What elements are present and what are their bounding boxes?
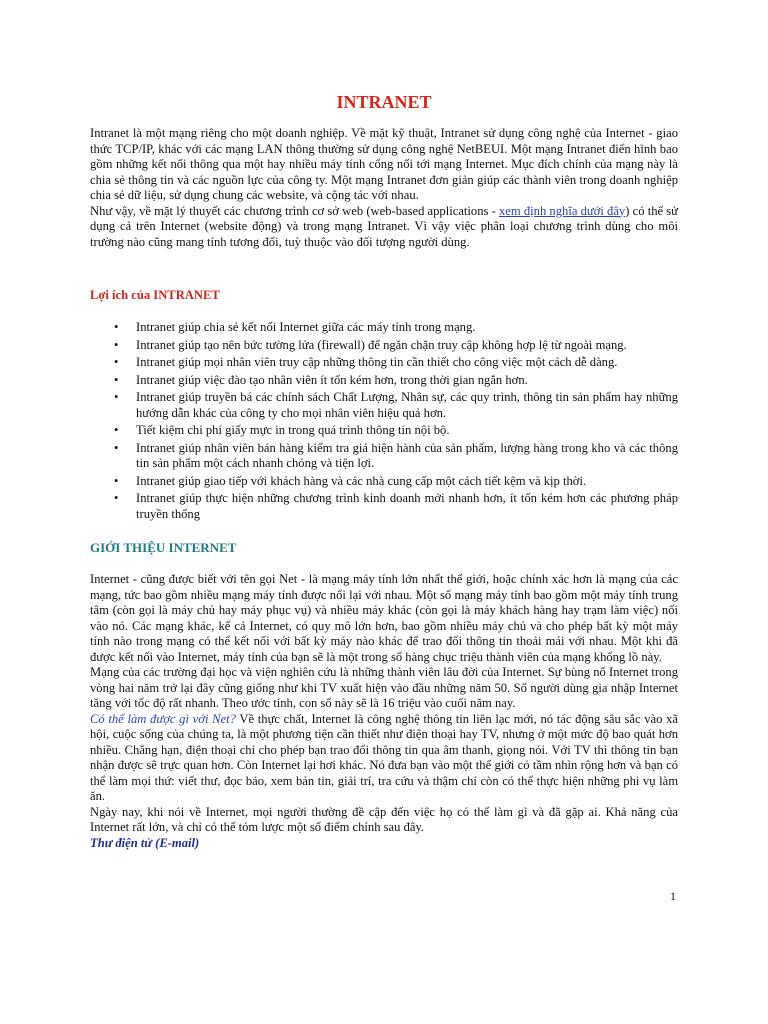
list-item: • Intranet giúp mọi nhân viên truy cập những thông tin cần thiết cho công việc một cách dễ dàng. — [90, 355, 678, 371]
list-item: • Intranet giúp truyền bá các chính sách Chất Lượng, Nhân sự, các quy trình, thông tin sản phẩm hay những hướng dẫn khác của công ty cho mọi nhân viên hiệu quả hơn. — [90, 390, 678, 421]
intro-text-pre: Như vậy, về mặt lý thuyết các chương trình cơ sở web (web-based applications - — [90, 203, 499, 218]
list-item: • Intranet giúp nhân viên bán hàng kiểm tra giá hiện hành của sản phẩm, lượng hàng trong kho và các thông tin sản phẩm một cách nhanh chóng và tiện lợi. — [90, 441, 678, 472]
benefits-heading: Lợi ích của INTRANET — [90, 288, 220, 302]
list-item: • Tiết kiệm chi phí giấy mực in trong quá trình thông tin nội bộ. — [90, 423, 678, 439]
answer-text: Về thực chất, Internet là công nghệ thông tin liên lạc mới, nó tác động sâu sắc vào xã hội, cuộc sống của chúng ta, là một phương tiện cần thiết như điện thoại hay TV, nhưng ở một mức độ bao quát hơn nhiều. Chẳng hạn, điện thoại chỉ cho phép bạn trao đổi thông tin qua âm thanh, giọng nói. Với TV thì thông tin bạn nhận được sẽ trực quan hơn. Còn Internet lại hơi khác. Nó đưa bạn vào một thế giới có tầm nhìn rộng hơn và bạn có thể làm mọi thứ: viết thư, đọc báo, xem bản tin, giải trí, tra cứu và thậm chí còn có thể thực hiện những phi vụ làm ăn. — [90, 711, 678, 803]
intro-section — [90, 126, 678, 250]
list-item: • Intranet giúp việc đào tạo nhân viên ít tốn kém hơn, trong thời gian ngắn hơn. — [90, 373, 678, 389]
list-item: • Intranet giúp tạo nên bức tường lửa (firewall) để ngăn chặn truy cập không hợp lệ từ ngoài mạng. — [90, 338, 678, 354]
internet-heading: GIỚI THIỆU INTERNET — [90, 540, 237, 555]
internet-paragraph-3 — [90, 712, 678, 805]
definition-link[interactable]: xem định nghĩa dưới đây — [498, 203, 626, 218]
list-item: • Intranet giúp giao tiếp với khách hàng và các nhà cung cấp một cách tiết kệm và kịp thời. — [90, 474, 678, 490]
internet-paragraph-4: Ngày nay, khi nói về Internet, mọi người thường đề cập đến việc họ có thể làm gì và đã gặp ai. Khả năng của Internet rất lớn, và chỉ có thể tóm lược một số điểm chính sau đây. — [90, 804, 678, 834]
internet-paragraph-1: Internet - cũng được biết với tên gọi Net - là mạng máy tính lớn nhất thế giới, hoặc chính xác hơn là mạng của các mạng, tức bao gồm nhiều mạng máy tính được nối lại với nhau. Một số mạng máy tính bao gồm một máy tính trung tâm (còn gọi là máy chủ hay máy phục vụ) và nhiều máy khác (còn gọi là máy khách hàng hay trạm làm việc) nối vào nó. Các mạng khác, kể cả Internet, có quy mô lớn hơn, bao gồm nhiều máy chủ và cho phép bất kỳ một máy tính nào trong mạng có thể kết nối với bất kỳ máy nào khác để trao đổi thông tin thoải mái với nhau. Một khi đã được kết nối vào Internet, máy tính của bạn sẽ là một trong số hàng chục triệu thành viên của mạng khổng lồ này. — [90, 572, 678, 664]
intro-text-post: ) có thể sử dụng cả trên Internet (website động) và trong mạng Intranet. Vì vậy việc phân loại chương trình dùng cho môi trường nào cũng mang tính tương đối, tuỳ thuộc vào đối tượng người dùng. — [90, 203, 679, 249]
page-number: 1 — [670, 889, 676, 903]
internet-paragraph-2: Mạng của các trường đại học và viện nghiên cứu là những thành viên lâu đời của Internet. Sự bùng nổ Internet trong vòng hai năm trở lại đây cũng giống như khi TV xuất hiện vào đầu những năm 50. Số người dùng gia nhập Internet tăng với tốc độ rất nhanh. Theo ước tính, con số này sẽ là 16 triệu vào cuối năm nay. — [90, 665, 678, 710]
intro-paragraph-1: Intranet là một mạng riêng cho một doanh nghiệp. Về mặt kỹ thuật, Intranet sử dụng công nghệ của Internet - giao thức TCP/IP, khác với các mạng LAN thông thường sử dụng công nghệ NetBEUI. Một mạng Intranet điển hình bao gồm những kết nối thông qua một hay nhiều máy tính cổng nối tới mạng Internet. Mục đích chính của mạng này là chia sẻ thông tin và các nguồn lực của công ty. Một mạng Intranet đơn giản giúp các thành viên trong doanh nghiệp chia sẻ dữ liệu, sử dụng chung các website, và cộng tác với nhau. — [90, 126, 678, 202]
internet-section — [90, 572, 678, 851]
list-item: • Intranet giúp thực hiện những chương trình kinh doanh mới nhanh hơn, ít tốn kém hơn các phương pháp truyền thống — [90, 491, 678, 522]
email-heading: Thư điện tử (E-mail) — [90, 835, 200, 850]
page-title: INTRANET — [336, 92, 432, 112]
list-item: • Intranet giúp chia sẻ kết nối Internet giữa các máy tính trong mạng. — [90, 320, 678, 336]
benefits-list — [90, 320, 678, 524]
question-text: Có thể làm được gì với Net? — [90, 711, 236, 726]
intro-paragraph-2 — [90, 204, 678, 251]
